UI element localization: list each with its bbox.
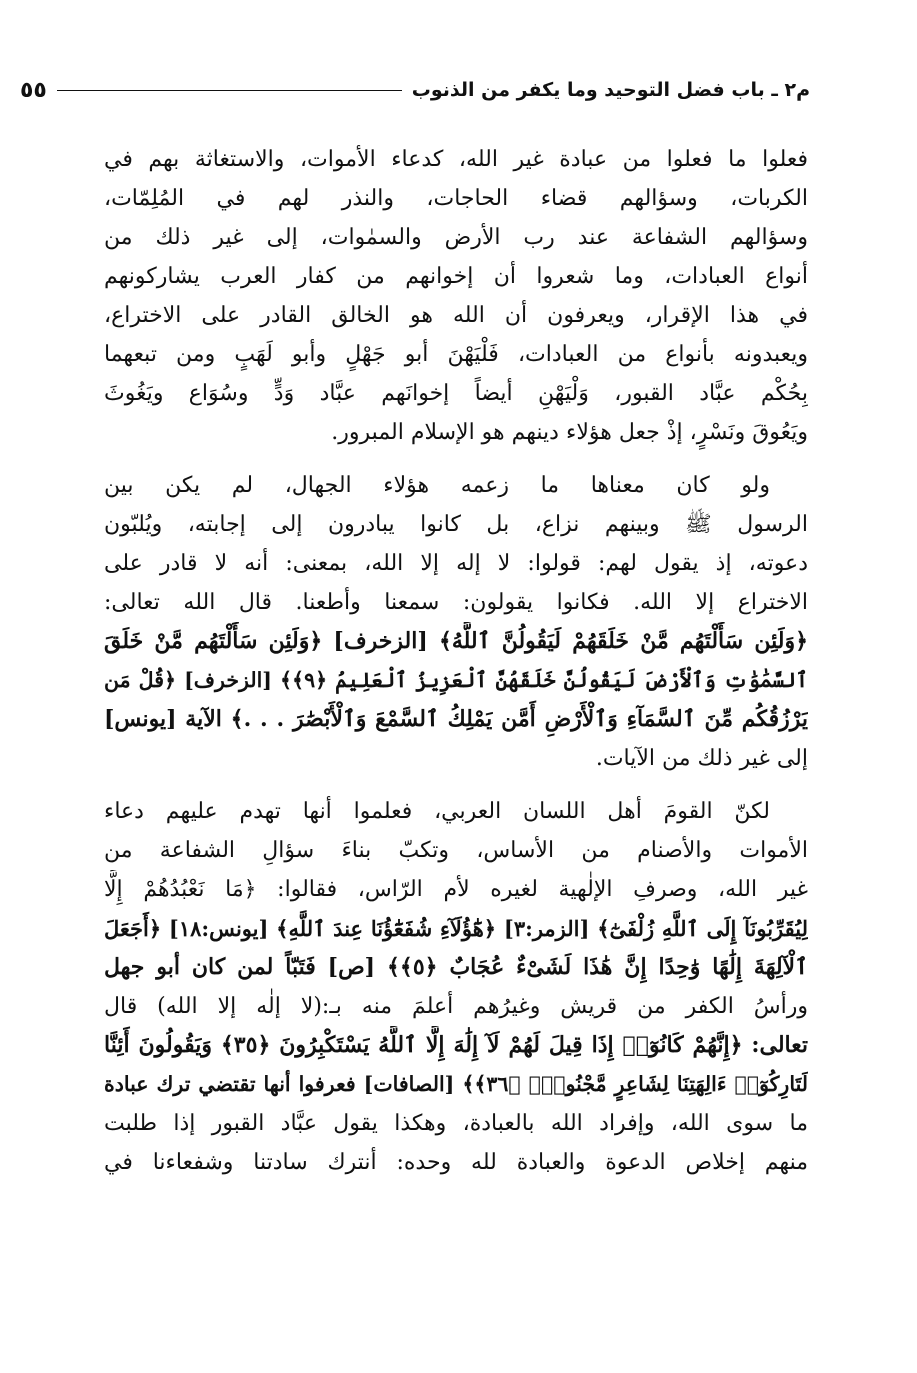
text-line: فعلوا ما فعلوا من عبادة غير الله، كدعاء الأموات، والاستغاثة بهم في (104, 147, 808, 172)
text-line: وسؤالهم الشفاعة عند رب الأرض والسمٰوات، إلى غير ذلك من (104, 225, 808, 250)
running-header (20, 70, 810, 110)
text-line: ورأسُ الكفر من قريش وغيرُهم أعلمَ منه بـ:(لا إلٰه إلا الله) قال (104, 994, 808, 1019)
text-line: منهم إخلاص الدعوة والعبادة لله وحده: أنترك سادتنا وشفعاءنا في (104, 1150, 808, 1175)
text-line: لكنّ القومَ أهل اللسان العربي، فعلموا أنها تهدم عليهم دعاء (104, 799, 770, 824)
text-line: أنواع العبادات، وما شعروا أن إخوانهم من كفار العرب يشاركونهم (104, 264, 808, 289)
text-line: ويَعُوقَ ونَسْرٍ، إذْ جعل هؤلاء دينهم هو الإسلام المبرور. (331, 420, 808, 445)
text-line: ما سوى الله، وإفراد الله بالعبادة، وهكذا يقول عبَّاد القبور إذا طلبت (104, 1111, 808, 1136)
paragraph-gap (104, 778, 808, 792)
quran-verse-line: ﴿وَلَئِن سَأَلْتَهُم مَّنْ خَلَقَهُمْ لَيَقُولُنَّ ٱللَّهُ﴾ [الزخرف] ﴿وَلَئِن سَأَلْتَهُم مَّنْ خَلَقَ (104, 628, 808, 654)
page-number: ٥٥ (20, 77, 47, 103)
paragraph-3 (104, 792, 808, 1182)
text-line: دعوته، إذ يقول لهم: قولوا: لا إله إلا الله، بمعنى: أنه لا قادر على (104, 551, 808, 576)
text-line: الاختراع إلا الله. فكانوا يقولون: سمعنا وأطعنا. قال الله تعالى: (104, 590, 808, 615)
quran-verse-line: ٱلسَّمَٰوَٰتِ وَٱلْأَرْضَ لَيَقُولُنَّ خَلَقَهُنَّ ٱلْعَزِيزُ ٱلْعَلِيمُ ﴿٩﴾﴾ [الزخرف] ﴿قُلْ مَن (104, 668, 808, 692)
text-line: الكربات، وسؤالهم قضاء الحاجات، والنذر لهم في المُلِمّات، (104, 186, 808, 211)
paragraph-gap (104, 452, 808, 466)
text-line: غير الله، وصرفِ الإلٰهية لغيره لأم الرّاس، فقالوا: ﴿مَا نَعْبُدُهُمْ إِلَّا (104, 877, 808, 902)
quran-verse-line: تعالى: ﴿إِنَّهُمْ كَانُوٓا۟ إِذَا قِيلَ لَهُمْ لَآ إِلَٰهَ إِلَّا ٱللَّهُ يَسْتَكْبِرُونَ ﴿٣٥﴾ وَيَقُولُونَ أَئِنَّا (104, 1032, 808, 1058)
chapter-title: م٢ ـ باب فضل التوحيد وما يكفر من الذنوب (411, 79, 810, 101)
text-line: الأموات والأصنام من الأساس، وتكبّ بناءَ سؤالِ الشفاعة من (104, 838, 808, 863)
quran-verse-line: لِيُقَرِّبُونَآ إِلَى ٱللَّهِ زُلْفَىٰٓ﴾ [الزمر:٣] ﴿هَٰٓؤُلَآءِ شُفَعَٰٓؤُنَا عِندَ ٱللَّهِ﴾ [يونس:١٨] ﴿أَجَعَلَ (104, 916, 808, 941)
body-text (104, 140, 808, 1182)
text-line: بِحُكْم عبَّاد القبور، وَلْيَهْنِ أيضاً إخوانَهم عبَّاد وَدٍّ وسُوَاع ويَغُوثَ (104, 381, 808, 406)
text-line: الرسول ﷺ وبينهم نزاع، بل كانوا يبادرون إلى إجابته، ويُلبّون (104, 512, 808, 537)
header-rule (57, 90, 402, 91)
text-line: في هذا الإقرار، ويعرفون أن الله هو الخالق القادر على الاختراع، (104, 303, 808, 328)
quran-verse-line: ٱلْآلِهَةَ إِلَٰهًا وَٰحِدًا إِنَّ هَٰذَا لَشَىْءٌ عُجَابٌ ﴿٥﴾﴾ [ص] فَتَبّاً لمن كان أبو جهل (104, 954, 808, 980)
text-line: إلى غير ذلك من الآيات. (595, 746, 808, 771)
quran-verse-line: لَتَارِكُوٓا۟ ءَالِهَتِنَا لِشَاعِرٍ مَّجْنُونٍۭ ﴿٣٦﴾﴾ [الصافات] فعرفوا أنها تقتضي ترك عبادة (104, 1072, 808, 1096)
paragraph-2 (104, 466, 808, 778)
text-line: ويعبدونه بأنواع من العبادات، فَلْيَهْنَ أبو جَهْلٍ وأبو لَهَبٍ ومن تبعهما (104, 342, 808, 367)
paragraph-1 (104, 140, 808, 452)
quran-verse-line: يَرْزُقُكُم مِّنَ ٱلسَّمَآءِ وَٱلْأَرْضِ أَمَّن يَمْلِكُ ٱلسَّمْعَ وَٱلْأَبْصَٰرَ . . .﴾ الآية [يونس] (104, 706, 808, 732)
text-line: ولو كان معناها ما زعمه هؤلاء الجهال، لم يكن بين (104, 473, 770, 498)
